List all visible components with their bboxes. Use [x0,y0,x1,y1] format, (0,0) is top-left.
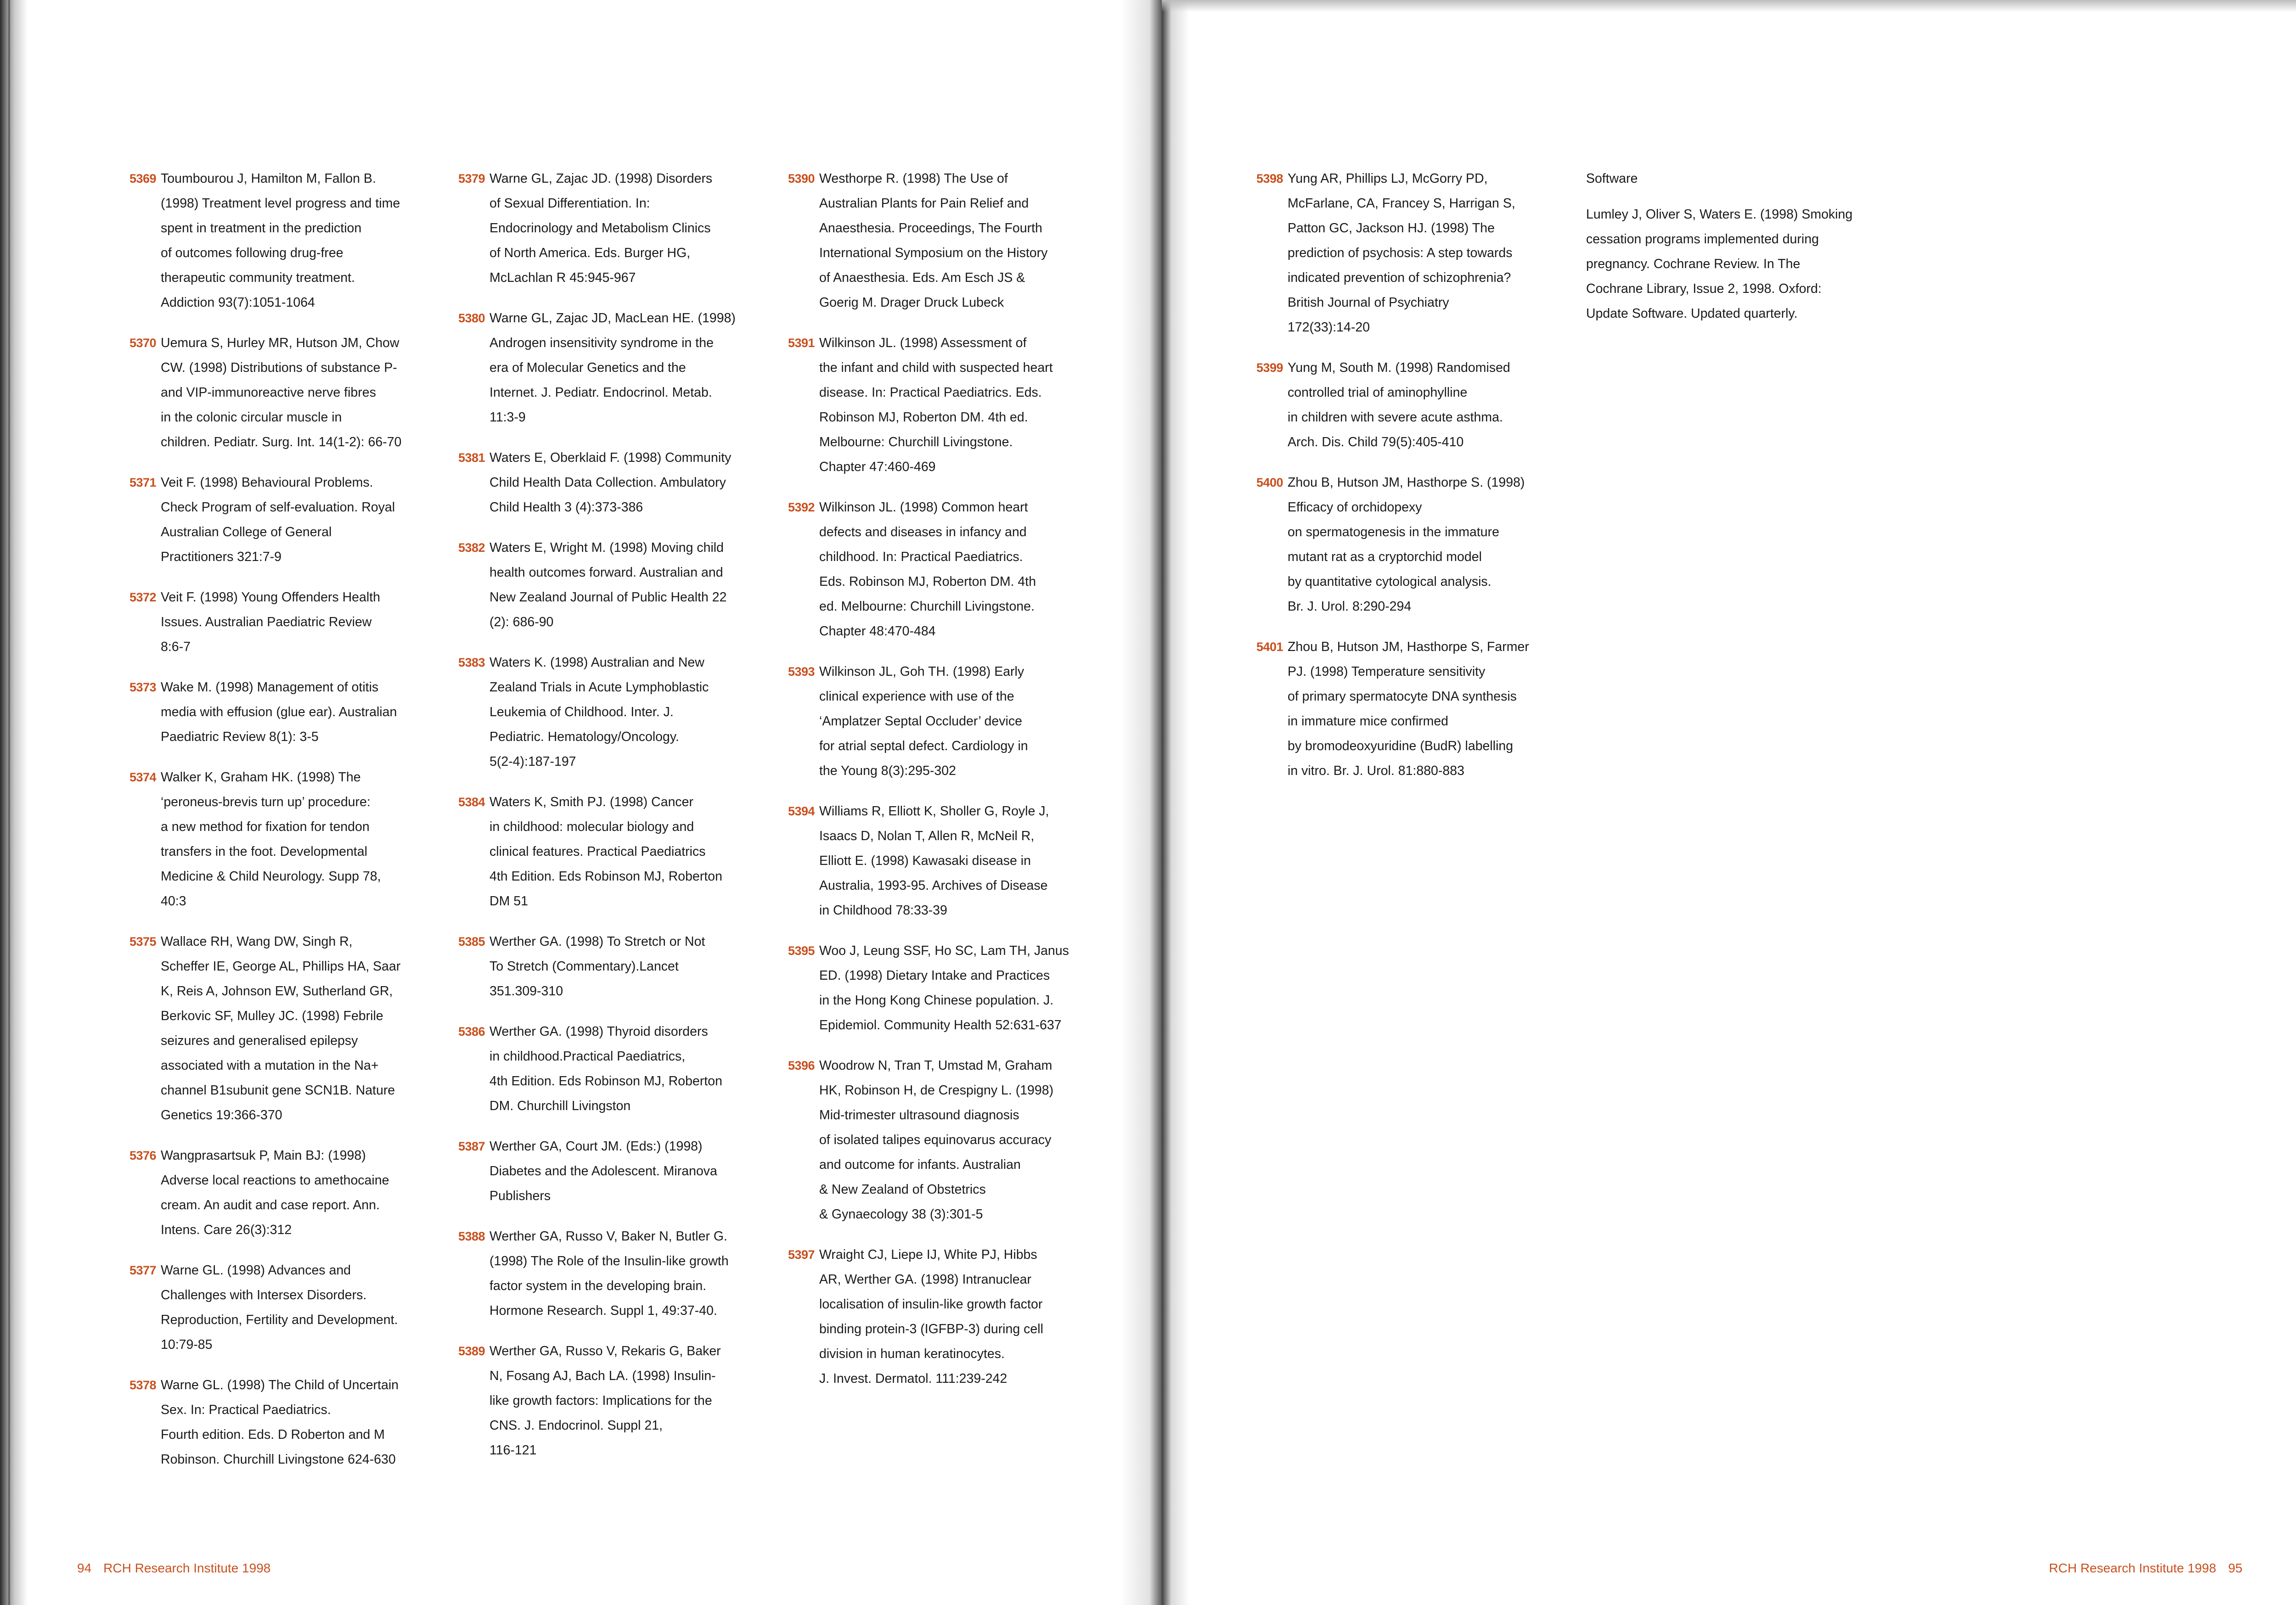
right-page-footer [2049,1559,2242,1577]
reference-entry [458,1134,752,1208]
reference-entry [788,495,1082,644]
reference-number: 5389 [458,1344,485,1358]
reference-entry [1256,470,1550,619]
reference-citation: Warne GL. (1998) Advances and Challenges with Intersex Disorders. Reproduction, Fertility and Development. 10:79-85 [161,1263,398,1352]
reference-entry [788,1053,1082,1227]
reference-number: 5377 [129,1263,157,1277]
reference-entry [458,1339,752,1463]
reference-entry [129,929,423,1128]
reference-column-2 [458,166,752,1478]
left-page-footer [77,1559,270,1577]
reference-entry [1256,634,1550,783]
reference-citation: Waters E, Oberklaid F. (1998) Community Child Health Data Collection. Ambulatory Child Health 3 (4):373-386 [490,450,732,515]
page-edge [1162,0,2296,12]
reference-citation: Waters K. (1998) Australian and New Zealand Trials in Acute Lymphoblastic Leukemia of Childhood. Inter. J. Pediatric. Hematology/Oncology. 5(2-4):187-197 [490,655,709,769]
reference-number: 5376 [129,1149,157,1162]
reference-column-4 [1256,166,1550,799]
reference-number: 5396 [788,1059,815,1072]
reference-number: 5370 [129,336,157,350]
reference-entry [129,1258,423,1357]
reference-entry [458,306,752,430]
reference-entry [788,166,1082,315]
reference-citation: Werther GA, Court JM. (Eds:) (1998) Diabetes and the Adolescent. Miranova Publishers [490,1139,717,1203]
gutter-shadow [1120,0,1162,1605]
section-heading: Software [1586,171,1638,186]
reference-citation: Wilkinson JL. (1998) Common heart defects and diseases in infancy and childhood. In: Practical Paediatrics. Eds. Robinson MJ, Roberton DM. 4th ed. Melbourne: Churchill Livingstone. Chapter 48:470-484 [819,500,1036,639]
reference-entry [129,470,423,569]
reference-entry [458,445,752,520]
reference-column-3 [788,166,1082,1407]
reference-citation: Wilkinson JL. (1998) Assessment of the infant and child with suspected heart disease. In: Practical Paediatrics. Eds. Robinson MJ, Roberton DM. 4th ed. Melbourne: Churchill Livingstone. Chapter 47:460-469 [819,336,1053,474]
reference-citation: Wake M. (1998) Management of otitis media with effusion (glue ear). Australian Paediatric Review 8(1): 3-5 [161,680,397,744]
reference-citation: Toumbourou J, Hamilton M, Fallon B. (1998) Treatment level progress and time spent in treatment in the prediction of outcomes following drug-free therapeutic community treatment. Addiction 93(7):1051-1064 [161,171,400,310]
reference-citation: Werther GA, Russo V, Rekaris G, Baker N, Fosang AJ, Bach LA. (1998) Insulin- like growth factors: Implications for the CNS. J. Endocrinol. Suppl 21, 116-121 [490,1344,721,1458]
reference-citation: Wallace RH, Wang DW, Singh R, Scheffer IE, George AL, Phillips HA, Saar K, Reis A, Johnson EW, Sutherland GR, Berkovic SF, Mulley JC. (1998) Febrile seizures and generalised epilepsy associated with a mutation in the Na+ channel B1subunit gene SCN1B. Nature Genetics 19:366-370 [161,934,401,1122]
page-number: 94 [77,1561,92,1575]
reference-entry [1256,355,1550,455]
reference-entry [129,331,423,455]
reference-column-1 [129,166,423,1487]
reference-number: 5380 [458,311,485,325]
reference-number: 5369 [129,172,157,185]
reference-entry [1256,166,1550,340]
reference-number: 5382 [458,541,485,555]
reference-number: 5378 [129,1378,157,1392]
reference-citation: Yung AR, Phillips LJ, McGorry PD, McFarlane, CA, Francey S, Harrigan S, Patton GC, Jackson HJ. (1998) The prediction of psychosis: A step towards indicated prevention of schizophrenia? British Journal of Psychiatry 172(33):14-20 [1288,171,1515,335]
reference-number: 5371 [129,476,157,489]
reference-entry [458,535,752,634]
reference-citation: Werther GA. (1998) Thyroid disorders in childhood.Practical Paediatrics, 4th Edition. Eds Robinson MJ, Roberton DM. Churchill Livingston [490,1024,722,1113]
reference-citation: Wilkinson JL, Goh TH. (1998) Early clinical experience with use of the ‘Amplatzer Septal Occluder’ device for atrial septal defect. Cardiology in the Young 8(3):295-302 [819,664,1028,778]
reference-citation: Westhorpe R. (1998) The Use of Australian Plants for Pain Relief and Anaesthesia. Proceedings, The Fourth International Symposium on the History of Anaesthesia. Eds. Am Esch JS & Goerig M. Drager Druck Lubeck [819,171,1048,310]
right-page [1162,0,2296,1605]
reference-number: 5379 [458,172,485,185]
page-edge [0,0,28,1605]
reference-number: 5399 [1256,361,1283,375]
reference-citation: Zhou B, Hutson JM, Hasthorpe S, Farmer PJ. (1998) Temperature sensitivity of primary spermatocyte DNA synthesis in immature mice confirmed by bromodeoxyuridine (BudR) labelling in vitro. Br. J. Urol. 81:880-883 [1288,640,1529,778]
reference-number: 5384 [458,795,485,809]
software-reference: Lumley J, Oliver S, Waters E. (1998) Smoking cessation programs implemented during pregnancy. Cochrane Review. In The Cochrane Library, Issue 2, 1998. Oxford: Update Software. Updated quarterly. [1586,207,1853,321]
reference-citation: Wangprasartsuk P, Main BJ: (1998) Adverse local reactions to amethocaine cream. An audit and case report. Ann. Intens. Care 26(3):312 [161,1148,389,1237]
reference-number: 5375 [129,935,157,948]
reference-citation: Woodrow N, Tran T, Umstad M, Graham HK, Robinson H, de Crespigny L. (1998) Mid-trimester ultrasound diagnosis of isolated talipes equinovarus accuracy and outcome for infants. Australian & New Zealand of Obstetrics & Gynaecology 38 (3):301-5 [819,1058,1054,1222]
reference-entry [458,166,752,290]
footer-title: RCH Research Institute 1998 [2049,1561,2217,1575]
reference-citation: Waters K, Smith PJ. (1998) Cancer in childhood: molecular biology and clinical features. Practical Paediatrics 4th Edition. Eds Robinson MJ, Roberton DM 51 [490,795,722,909]
footer-title: RCH Research Institute 1998 [103,1561,271,1575]
reference-number: 5374 [129,770,157,784]
page-number: 95 [2228,1561,2243,1575]
gutter-shadow [1162,0,1189,1605]
reference-entry [129,1373,423,1472]
reference-entry [129,166,423,315]
reference-number: 5381 [458,451,485,465]
reference-entry [788,659,1082,783]
reference-citation: Warne GL, Zajac JD. (1998) Disorders of Sexual Differentiation. In: Endocrinology and Metabolism Clinics of North America. Eds. Burger HG, McLachlan R 45:945-967 [490,171,713,285]
reference-number: 5386 [458,1025,485,1038]
reference-entry [458,1224,752,1323]
reference-citation: Veit F. (1998) Behavioural Problems. Check Program of self-evaluation. Royal Australian College of General Practitioners 321:7-9 [161,475,395,564]
reference-entry [458,650,752,774]
reference-citation: Waters E, Wright M. (1998) Moving child health outcomes forward. Australian and New Zealand Journal of Public Health 22 (2): 686-90 [490,540,727,629]
reference-entry [788,938,1082,1038]
reference-citation: Williams R, Elliott K, Sholler G, Royle J, Isaacs D, Nolan T, Allen R, McNeil R, Elliott E. (1998) Kawasaki disease in Australia, 1993-95. Archives of Disease in Childhood 78:33-39 [819,804,1049,918]
reference-entry [458,790,752,914]
reference-number: 5390 [788,172,815,185]
reference-number: 5385 [458,935,485,948]
reference-number: 5372 [129,590,157,604]
reference-citation: Uemura S, Hurley MR, Hutson JM, Chow CW. (1998) Distributions of substance P- and VIP-immunoreactive nerve fibres in the colonic circular muscle in children. Pediatr. Surg. Int. 14(1-2): 66-70 [161,336,402,449]
reference-number: 5398 [1256,172,1283,185]
reference-number: 5387 [458,1139,485,1153]
reference-citation: Warne GL, Zajac JD, MacLean HE. (1998) Androgen insensitivity syndrome in the era of Molecular Genetics and the Internet. J. Pediatr. Endocrinol. Metab. 11:3-9 [490,311,736,425]
reference-entry [458,929,752,1004]
reference-number: 5397 [788,1248,815,1262]
reference-citation: Yung M, South M. (1998) Randomised controlled trial of aminophylline in children with severe acute asthma. Arch. Dis. Child 79(5):405-410 [1288,360,1510,449]
reference-number: 5373 [129,680,157,694]
reference-number: 5393 [788,665,815,679]
software-section [1586,166,1880,326]
reference-citation: Zhou B, Hutson JM, Hasthorpe S. (1998) Efficacy of orchidopexy on spermatogenesis in the immature mutant rat as a cryptorchid model by quantitative cytological analysis. Br. J. Urol. 8:290-294 [1288,475,1525,614]
reference-number: 5383 [458,656,485,669]
reference-number: 5391 [788,336,815,350]
reference-entry [129,585,423,659]
reference-number: 5388 [458,1229,485,1243]
reference-number: 5392 [788,500,815,514]
reference-citation: Walker K, Graham HK. (1998) The ‘peroneus-brevis turn up’ procedure: a new method for fixation for tendon transfers in the foot. Developmental Medicine & Child Neurology. Supp 78, 40:3 [161,770,381,909]
reference-entry [788,1242,1082,1391]
reference-number: 5401 [1256,640,1283,654]
reference-citation: Veit F. (1998) Young Offenders Health Issues. Australian Paediatric Review 8:6-7 [161,590,380,654]
reference-number: 5400 [1256,476,1283,489]
reference-entry [129,675,423,749]
reference-number: 5394 [788,804,815,818]
reference-entry [788,331,1082,479]
reference-citation: Woo J, Leung SSF, Ho SC, Lam TH, Janus ED. (1998) Dietary Intake and Practices in the Hong Kong Chinese population. J. Epidemiol. Community Health 52:631-637 [819,943,1069,1033]
reference-entry [129,765,423,914]
reference-entry [788,799,1082,923]
reference-number: 5395 [788,944,815,958]
reference-entry [458,1019,752,1118]
reference-citation: Wraight CJ, Liepe IJ, White PJ, Hibbs AR, Werther GA. (1998) Intranuclear localisation of insulin-like growth factor binding protein-3 (IGFBP-3) during cell division in human keratinocytes. J. Invest. Dermatol. 111:239-242 [819,1247,1043,1386]
reference-citation: Werther GA. (1998) To Stretch or Not To Stretch (Commentary).Lancet 351.309-310 [490,934,705,999]
reference-citation: Werther GA, Russo V, Baker N, Butler G. (1998) The Role of the Insulin-like growth factor system in the developing brain. Hormone Research. Suppl 1, 49:37-40. [490,1229,729,1318]
reference-citation: Warne GL. (1998) The Child of Uncertain Sex. In: Practical Paediatrics. Fourth edition. Eds. D Roberton and M Robinson. Churchill Livingstone 624-630 [161,1378,399,1467]
reference-entry [129,1143,423,1242]
